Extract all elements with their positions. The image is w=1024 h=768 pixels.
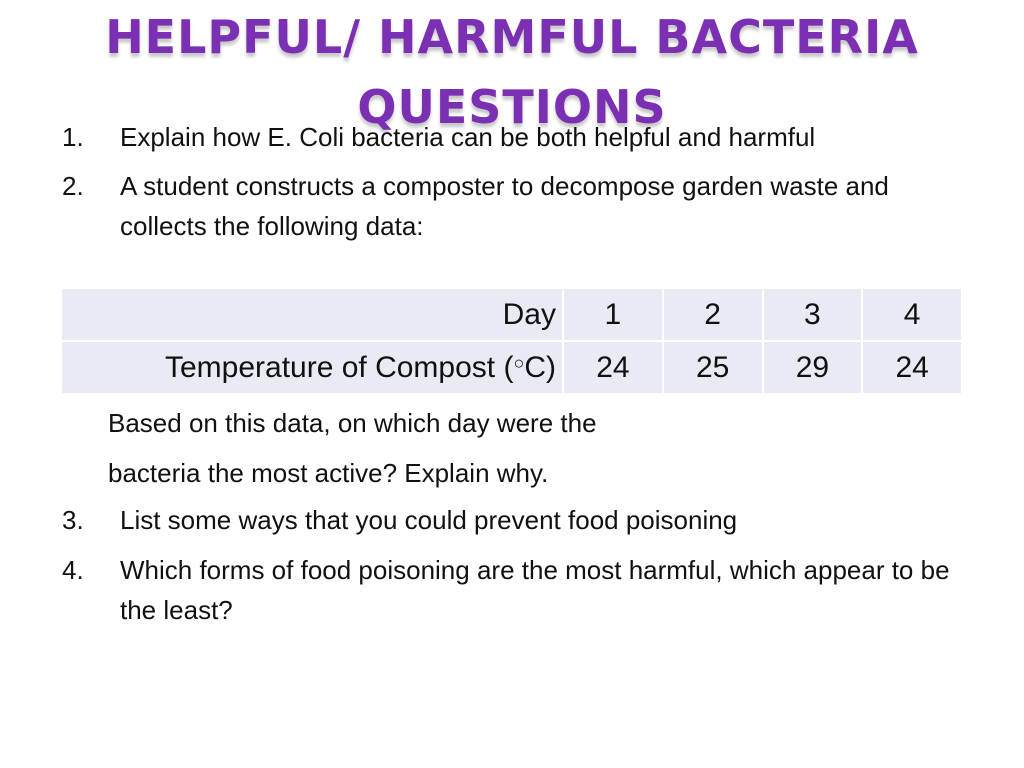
question-4-number: 4. xyxy=(62,555,84,585)
followup-line-2: bacteria the most active? Explain why. xyxy=(108,458,549,488)
temperature-label-prefix: Temperature of Compost ( xyxy=(164,350,514,384)
table-header-day: Day xyxy=(61,288,563,341)
slide-title-line-2: QUESTIONS xyxy=(357,80,667,134)
table-cell-temp-4: 24 xyxy=(862,341,962,394)
table-row-day xyxy=(61,288,962,341)
table-cell-day-1: 1 xyxy=(563,288,663,341)
question-2-text: A student constructs a composter to decompose garden waste and collects the following data: xyxy=(120,171,889,241)
table-cell-day-4: 4 xyxy=(862,288,962,341)
question-1-number: 1. xyxy=(62,122,84,152)
compost-data-table xyxy=(60,287,963,395)
question-4-text: Which forms of food poisoning are the most harmful, which appear to be the least? xyxy=(120,555,950,625)
degree-symbol: ○ xyxy=(513,352,525,373)
table-cell-day-2: 2 xyxy=(663,288,763,341)
table-cell-temp-3: 29 xyxy=(763,341,863,394)
table-cell-temp-2: 25 xyxy=(663,341,763,394)
temperature-label-suffix: C) xyxy=(524,350,556,384)
table-cell-day-3: 3 xyxy=(763,288,863,341)
question-1-text: Explain how E. Coli bacteria can be both helpful and harmful xyxy=(120,122,816,152)
table-row-temperature xyxy=(61,341,962,394)
table-cell-temp-1: 24 xyxy=(563,341,663,394)
table-header-temperature xyxy=(61,341,563,394)
question-3-text: List some ways that you could prevent food poisoning xyxy=(120,505,738,535)
followup-line-1: Based on this data, on which day were the xyxy=(108,408,597,438)
slide-title-line-1: HELPFUL/ HARMFUL BACTERIA xyxy=(105,10,919,64)
question-3-number: 3. xyxy=(62,505,84,535)
question-2-number: 2. xyxy=(62,171,84,201)
